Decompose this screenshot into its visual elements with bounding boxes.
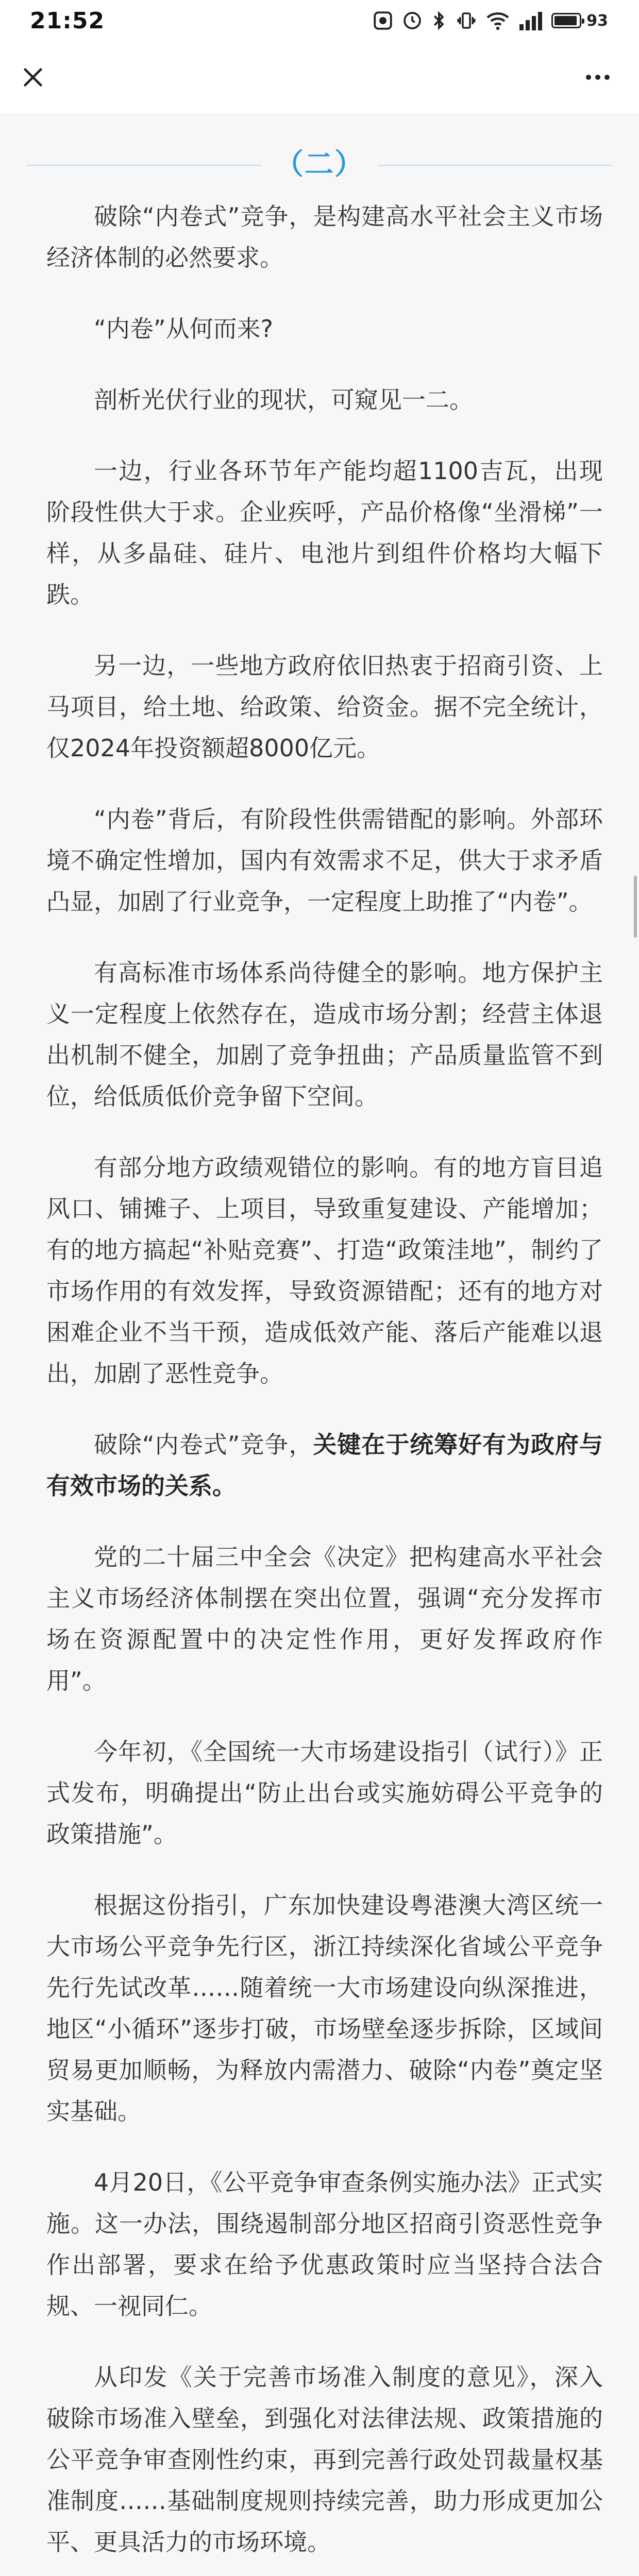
bluetooth-icon	[431, 10, 447, 31]
section-label: （二）	[261, 147, 378, 183]
close-icon	[21, 65, 45, 89]
paragraph: 根据这份指引，广东加快建设粤港澳大湾区统一大市场公平竞争先行区，浙江持续深化省域公平竞争先行先试改革……随着统一大市场建设向纵深推进，地区“小循环”逐步打破，市场壁垒逐步拆除，区域间贸易更加顺畅，为释放内需潜力、破除“内卷”奠定坚实基础。	[46, 1891, 603, 2125]
wifi-icon	[485, 10, 510, 31]
more-icon	[585, 74, 611, 81]
battery-icon	[551, 12, 608, 30]
battery-fill	[554, 16, 577, 25]
paragraph: 有部分地方政绩观错位的影响。有的地方盲目追风口、铺摊子、上项目，导致重复建设、产能增加；有的地方搞起“补贴竞赛”、打造“政策洼地”，制约了市场作用的有效发挥，导致资源错配；还有的地方对困难企业不当干预，造成低效产能、落后产能难以退出，加剧了恶性竞争。	[46, 1154, 603, 1387]
paragraph: 破除“内卷式”竞争，是构建高水平社会主义市场经济体制的必然要求。	[46, 202, 603, 272]
paragraph: 4月20日，《公平竞争审查条例实施办法》正式实施。这一办法，围绕遏制部分地区招商引资恶性竞争作出部署，要求在给予优惠政策时应当坚持合法合规、一视同仁。	[46, 2168, 603, 2320]
paragraph: 有高标准市场体系尚待健全的影响。地方保护主义一定程度上依然存在，造成市场分割；经营主体退出机制不健全，加剧了竞争扭曲；产品质量监管不到位，给低质低价竞争留下空间。	[46, 959, 603, 1110]
paragraph: 今年初，《全国统一大市场建设指引（试行）》正式发布，明确提出“防止出台或实施妨碍公平竞争的政策措施”。	[46, 1738, 603, 1848]
paragraph-emphasis	[46, 1424, 603, 1506]
paragraph-text: 破除“内卷式”竞争，	[94, 1431, 313, 1459]
clock-icon	[402, 10, 423, 31]
paragraph: 从印发《关于完善市场准入制度的意见》，深入破除市场准入壁垒，到强化对法律法规、政策措施的公平竞争审查刚性约束，再到完善行政处罚裁量权基准制度……基础制度规则持续完善，助力形成更加公平、更具活力的市场环境。	[46, 2363, 603, 2556]
paragraph: 剖析光伏行业的现状，可窥见一二。	[94, 386, 473, 414]
signal-icon	[518, 11, 543, 30]
battery-level: 93	[586, 11, 608, 30]
vibrate-icon	[456, 10, 477, 31]
notification-icon	[372, 10, 394, 31]
status-icons	[372, 10, 608, 31]
battery-shell	[551, 13, 581, 28]
scrollbar-thumb[interactable]	[634, 876, 637, 938]
paragraph: “内卷”从何而来?	[94, 315, 274, 343]
article-body[interactable]	[0, 113, 639, 2576]
more-button[interactable]	[577, 57, 618, 98]
battery-tip	[582, 19, 584, 24]
paragraph: “内卷”背后，有阶段性供需错配的影响。外部环境不确定性增加，国内有效需求不足，供大于求矛盾凸显，加剧了行业竞争，一定程度上助推了“内卷”。	[46, 805, 603, 916]
status-time: 21:52	[30, 7, 105, 34]
paragraph: 一边，行业各环节年产能均超1100吉瓦，出现阶段性供大于求。企业疾呼，产品价格像“坐滑梯”一样，从多晶硅、硅片、电池片到组件价格均大幅下跌。	[46, 457, 603, 608]
nav-bar	[0, 41, 639, 113]
bold-text: 关键在于统筹好有为政府与有效市场的关系。	[46, 1431, 603, 1500]
paragraph: 党的二十届三中全会《决定》把构建高水平社会主义市场经济体制摆在突出位置，强调“充分发挥市场在资源配置中的决定性作用，更好发挥政府作用”。	[46, 1543, 603, 1694]
status-bar	[0, 0, 639, 41]
close-button[interactable]	[12, 57, 54, 98]
paragraph: 另一边，一些地方政府依旧热衷于招商引资、上马项目，给土地、给政策、给资金。据不完全统计，仅2024年投资额超8000亿元。	[46, 652, 603, 762]
section-heading	[0, 113, 639, 196]
